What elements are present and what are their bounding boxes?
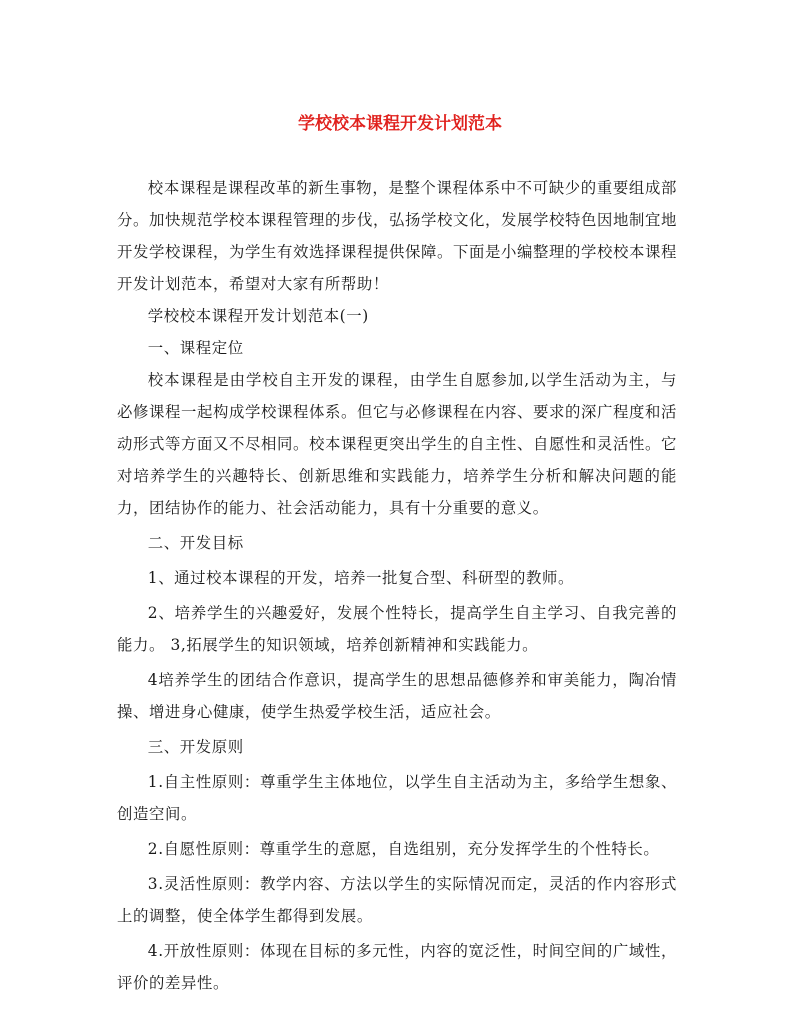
paragraph-principle-4: 4.开放性原则：体现在目标的多元性，内容的宽泛性，时间空间的广域性，评价的差异性。 xyxy=(117,942,677,992)
paragraph-subtitle: 学校校本课程开发计划范本(一) xyxy=(147,307,369,325)
paragraph-principle-2: 2.自愿性原则：尊重学生的意愿，自选组别，充分发挥学生的个性特长。 xyxy=(147,840,660,858)
paragraph-goal-1: 1、通过校本课程的开发，培养一批复合型、科研型的教师。 xyxy=(147,569,574,587)
paragraph-principle-3: 3.灵活性原则：教学内容、方法以学生的实际情况而定，灵活的作内容形式上的调整，使全体学生都得到发展。 xyxy=(117,875,677,925)
document-title: 学校校本课程开发计划范本 xyxy=(298,114,502,134)
paragraph-principle-1: 1.自主性原则：尊重学生主体地位，以学生自主活动为主，多给学生想象、创造空间。 xyxy=(117,773,677,823)
paragraph-course-positioning: 校本课程是由学校自主开发的课程，由学生自愿参加,以学生活动为主，与必修课程一起构成学校课程体系。但它与必修课程在内容、要求的深广程度和活动形式等方面又不尽相同。校本课程更突出学生的自主性、自愿性和灵活性。它对培养学生的兴趣特长、创新思维和实践能力，培养学生分析和解决问题的能力，团结协作的能力、社会活动能力，具有十分重要的意义。 xyxy=(117,371,677,517)
paragraph-goal-2-3: 2、培养学生的兴趣爱好，发展个性特长，提高学生自主学习、自我完善的能力。 3,拓展学生的知识领域，培养创新精神和实践能力。 xyxy=(117,604,677,654)
section-heading-development-goals: 二、开发目标 xyxy=(147,534,244,552)
document-body xyxy=(117,172,677,999)
section-heading-course-positioning: 一、课程定位 xyxy=(147,339,244,357)
paragraph-goal-4: 4培养学生的团结合作意识，提高学生的思想品德修养和审美能力，陶冶情操、增进身心健康，使学生热爱学校生活，适应社会。 xyxy=(117,671,677,721)
section-heading-development-principles: 三、开发原则 xyxy=(147,738,244,756)
paragraph-intro: 校本课程是课程改革的新生事物，是整个课程体系中不可缺少的重要组成部分。加快规范学校本课程管理的步伐，弘扬学校文化，发展学校特色因地制宜地开发学校课程，为学生有效选择课程提供保障。下面是小编整理的学校校本课程开发计划范本，希望对大家有所帮助！ xyxy=(117,179,677,293)
